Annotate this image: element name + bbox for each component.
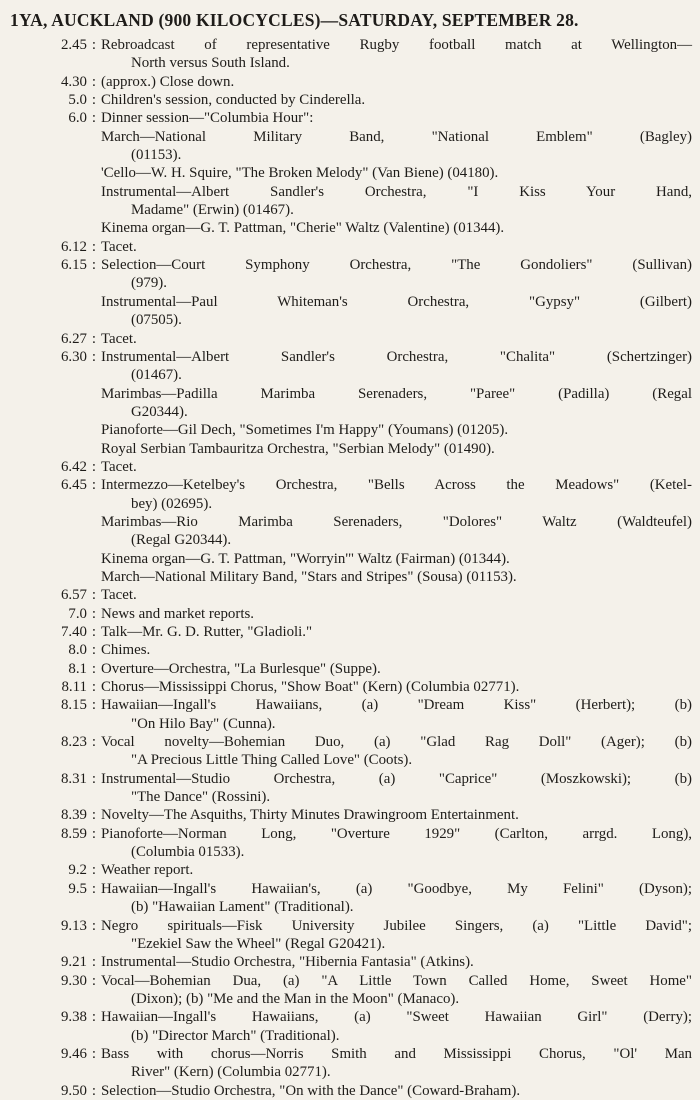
entry-line: (approx.) Close down.: [101, 73, 235, 90]
entry-line: Chorus—Mississippi Chorus, "Show Boat" (Kern) (Columbia 02771).: [101, 679, 520, 696]
entry-line: (b) "Director March" (Traditional).: [131, 1027, 340, 1044]
entry-colon: :: [91, 330, 97, 347]
entry-text: [101, 678, 692, 696]
entry-line: Bass with chorus—Norris Smith and Mississippi Chorus, "Ol' Man: [101, 1045, 692, 1062]
entry-colon: :: [91, 972, 97, 989]
entry-text: [101, 476, 692, 513]
entry-colon: :: [91, 954, 97, 971]
entry-colon: :: [91, 660, 97, 677]
programme-listing: [10, 36, 692, 1100]
entry-line: (01153).: [131, 147, 182, 164]
entry-time: 9.50: [60, 1082, 87, 1099]
entry-line: (01467).: [131, 367, 182, 384]
entry-line: (Regal G20344).: [131, 532, 232, 549]
entry-text: [101, 238, 692, 256]
entry-line: Tacet.: [101, 330, 137, 347]
entry-line: Hawaiian—Ingall's Hawaiian's, (a) "Goodbye, My Felini" (Dyson);: [101, 880, 692, 897]
entry-line: Pianoforte—Gil Dech, "Sometimes I'm Happy" (Youmans) (01205).: [101, 422, 509, 439]
entry-colon: :: [91, 770, 97, 787]
programme-entry: [10, 678, 692, 696]
entry-colon: :: [91, 697, 97, 714]
entry-line: Instrumental—Studio Orchestra, "Hibernia Fantasia" (Atkins).: [101, 954, 474, 971]
entry-time: 6.45: [60, 477, 87, 494]
entry-text: [101, 91, 692, 109]
entry-line: March—National Military Band, "National Emblem" (Bagley): [101, 128, 692, 145]
programme-entry: [10, 917, 692, 954]
entry-line: Negro spirituals—Fisk University Jubilee Singers, (a) "Little David";: [101, 917, 692, 934]
programme-entry: [10, 861, 692, 879]
entry-time: 6.57: [60, 587, 87, 604]
entry-time: 6.0: [68, 110, 87, 127]
entry-line: Rebroadcast of representative Rugby football match at Wellington—: [101, 37, 692, 53]
entry-time: 5.0: [68, 92, 87, 109]
entry-text: [101, 1045, 692, 1082]
programme-entry: [10, 733, 692, 770]
programme-entry: [10, 458, 692, 476]
entry-time: 6.12: [60, 238, 87, 255]
entry-time: 6.30: [60, 348, 87, 365]
entry-text: [101, 109, 692, 127]
entry-time: 9.46: [60, 1045, 87, 1062]
programme-sub-item: [10, 293, 692, 330]
entry-colon: :: [91, 605, 97, 622]
entry-line: Vocal—Bohemian Dua, (a) "A Little Town Called Home, Sweet Home": [101, 972, 692, 989]
entry-text: [101, 550, 692, 568]
programme-entry: [10, 109, 692, 127]
entry-line: March—National Military Band, "Stars and Stripes" (Sousa) (01153).: [101, 568, 517, 585]
entry-text: [101, 825, 692, 862]
programme-entry: [10, 605, 692, 623]
entry-time: 2.45: [60, 37, 87, 53]
programme-entry: [10, 586, 692, 604]
entry-time: 8.23: [60, 734, 87, 751]
entry-line: Marimbas—Padilla Marimba Serenaders, "Paree" (Padilla) (Regal: [101, 385, 692, 402]
entry-text: [101, 880, 692, 917]
entry-time: 7.40: [60, 624, 87, 640]
entry-text: [101, 972, 692, 1009]
entry-line: G20344).: [131, 403, 188, 420]
programme-sub-item: [10, 128, 692, 165]
entry-line: Marimbas—Rio Marimba Serenaders, "Dolores" Waltz (Waldteufel): [101, 513, 692, 530]
entry-text: [101, 385, 692, 422]
entry-text: [101, 128, 692, 165]
entry-line: (b) "Hawaiian Lament" (Traditional).: [131, 899, 354, 916]
entry-text: [101, 1082, 692, 1100]
entry-text: [101, 458, 692, 476]
entry-time: 9.38: [60, 1009, 87, 1026]
entry-colon: :: [91, 807, 97, 824]
entry-time: 8.39: [60, 807, 87, 824]
entry-text: [101, 623, 692, 641]
programme-entry: [10, 623, 692, 641]
programme-entry: [10, 641, 692, 659]
programme-sub-item: [10, 440, 692, 458]
entry-colon: :: [91, 110, 97, 127]
entry-line: (07505).: [131, 312, 182, 329]
entry-line: (Dixon); (b) "Me and the Man in the Moon" (Manaco).: [131, 990, 460, 1007]
entry-line: "On Hilo Bay" (Cunna).: [131, 715, 276, 732]
programme-entry: [10, 806, 692, 824]
entry-text: [101, 605, 692, 623]
programme-entry: [10, 91, 692, 109]
entry-colon: :: [91, 73, 97, 90]
programme-sub-item: [10, 550, 692, 568]
programme-sub-item: [10, 568, 692, 586]
entry-line: Tacet.: [101, 587, 137, 604]
programme-sub-item: [10, 513, 692, 550]
programme-entry: [10, 880, 692, 917]
entry-line: Vocal novelty—Bohemian Duo, (a) "Glad Rag Doll" (Ager); (b): [101, 734, 692, 751]
entry-line: Talk—Mr. G. D. Rutter, "Gladioli.": [101, 624, 313, 640]
entry-line: Instrumental—Studio Orchestra, (a) "Caprice" (Moszkowski); (b): [101, 770, 692, 787]
programme-sub-item: [10, 164, 692, 182]
programme-entry: [10, 825, 692, 862]
entry-time: 8.11: [61, 679, 87, 696]
entry-time: 9.30: [60, 972, 87, 989]
entry-time: 4.30: [60, 73, 87, 90]
entry-line: "Ezekiel Saw the Wheel" (Regal G20421).: [131, 935, 386, 952]
entry-text: [101, 568, 692, 586]
entry-line: Children's session, conducted by Cinderella.: [101, 92, 366, 109]
entry-line: Intermezzo—Ketelbey's Orchestra, "Bells Across the Meadows" (Ketel-: [101, 477, 692, 494]
entry-text: [101, 330, 692, 348]
entry-text: [101, 256, 692, 293]
entry-line: 'Cello—W. H. Squire, "The Broken Melody" (Van Biene) (04180).: [101, 165, 499, 182]
programme-sub-item: [10, 385, 692, 422]
entry-line: (Columbia 01533).: [131, 844, 245, 861]
entry-time: 6.27: [60, 330, 87, 347]
entry-text: [101, 953, 692, 971]
entry-text: [101, 219, 692, 237]
entry-line: Weather report.: [101, 862, 194, 879]
entry-time: 9.2: [68, 862, 87, 879]
entry-colon: :: [91, 679, 97, 696]
entry-line: Tacet.: [101, 458, 137, 475]
entry-line: (979).: [131, 275, 167, 292]
entry-line: River" (Kern) (Columbia 02771).: [131, 1064, 331, 1081]
entry-text: [101, 183, 692, 220]
programme-entry: [10, 238, 692, 256]
entry-text: [101, 917, 692, 954]
entry-line: Kinema organ—G. T. Pattman, "Worryin'" Waltz (Fairman) (01344).: [101, 550, 510, 567]
entry-time: 9.21: [60, 954, 87, 971]
entry-colon: :: [91, 917, 97, 934]
entry-text: [101, 696, 692, 733]
entry-time: 8.0: [68, 642, 87, 659]
entry-text: [101, 660, 692, 678]
entry-line: Madame" (Erwin) (01467).: [131, 202, 294, 219]
entry-line: "The Dance" (Rossini).: [131, 789, 271, 806]
programme-entry: [10, 73, 692, 91]
entry-line: News and market reports.: [101, 605, 254, 622]
programme-entry: [10, 348, 692, 385]
entry-colon: :: [91, 238, 97, 255]
entry-line: Chimes.: [101, 642, 151, 659]
programme-entry: [10, 1082, 692, 1100]
programme-entry: [10, 256, 692, 293]
entry-line: Pianoforte—Norman Long, "Overture 1929" (Carlton, arrgd. Long),: [101, 825, 692, 842]
entry-text: [101, 1008, 692, 1045]
entry-text: [101, 513, 692, 550]
entry-colon: :: [91, 1082, 97, 1099]
programme-entry: [10, 953, 692, 971]
entry-colon: :: [91, 642, 97, 659]
programme-entry: [10, 972, 692, 1009]
entry-text: [101, 861, 692, 879]
entry-line: Tacet.: [101, 238, 137, 255]
entry-line: Kinema organ—G. T. Pattman, "Cherie" Waltz (Valentine) (01344).: [101, 220, 505, 237]
programme-entry: [10, 660, 692, 678]
entry-line: Hawaiian—Ingall's Hawaiians, (a) "Sweet Hawaiian Girl" (Derry);: [101, 1009, 692, 1026]
entry-line: Instrumental—Paul Whiteman's Orchestra, "Gypsy" (Gilbert): [101, 293, 692, 310]
entry-line: Overture—Orchestra, "La Burlesque" (Suppe).: [101, 660, 381, 677]
programme-entry: [10, 330, 692, 348]
entry-line: Hawaiian—Ingall's Hawaiians, (a) "Dream Kiss" (Herbert); (b): [101, 697, 692, 714]
entry-time: 7.0: [68, 605, 87, 622]
programme-entry: [10, 770, 692, 807]
entry-line: North versus South Island.: [131, 55, 290, 72]
entry-text: [101, 806, 692, 824]
entry-time: 8.59: [60, 825, 87, 842]
entry-text: [101, 293, 692, 330]
entry-text: [101, 73, 692, 91]
entry-line: Novelty—The Asquiths, Thirty Minutes Drawingroom Entertainment.: [101, 807, 519, 824]
entry-text: [101, 421, 692, 439]
programme-sub-item: [10, 183, 692, 220]
entry-colon: :: [91, 458, 97, 475]
entry-text: [101, 440, 692, 458]
entry-time: 9.5: [68, 880, 87, 897]
programme-sub-item: [10, 219, 692, 237]
entry-colon: :: [91, 862, 97, 879]
entry-colon: :: [91, 348, 97, 365]
entry-colon: :: [91, 37, 97, 53]
entry-text: [101, 770, 692, 807]
entry-line: Dinner session—"Columbia Hour":: [101, 110, 314, 127]
entry-colon: :: [91, 734, 97, 751]
entry-colon: :: [91, 257, 97, 274]
entry-colon: :: [91, 1009, 97, 1026]
entry-text: [101, 586, 692, 604]
programme-entry: [10, 476, 692, 513]
programme-entry: [10, 696, 692, 733]
entry-time: 6.42: [60, 458, 87, 475]
entry-time: 8.31: [60, 770, 87, 787]
entry-time: 6.15: [60, 257, 87, 274]
entry-colon: :: [91, 587, 97, 604]
programme-sub-item: [10, 421, 692, 439]
entry-text: [101, 164, 692, 182]
entry-line: Royal Serbian Tambauritza Orchestra, "Serbian Melody" (01490).: [101, 440, 495, 457]
page-heading: 1YA, AUCKLAND (900 KILOCYCLES)—SATURDAY, SEPTEMBER 28.: [10, 10, 579, 30]
programme-entry: [10, 1045, 692, 1082]
entry-time: 8.15: [60, 697, 87, 714]
entry-line: Instrumental—Albert Sandler's Orchestra, "Chalita" (Schertzinger): [101, 348, 692, 365]
entry-colon: :: [91, 92, 97, 109]
programme-entry: [10, 1008, 692, 1045]
entry-time: 8.1: [68, 660, 87, 677]
entry-line: Selection—Studio Orchestra, "On with the Dance" (Coward-Braham).: [101, 1082, 521, 1099]
entry-colon: :: [91, 880, 97, 897]
entry-colon: :: [91, 624, 97, 640]
entry-text: [101, 348, 692, 385]
entry-line: "A Precious Little Thing Called Love" (Coots).: [131, 752, 413, 769]
entry-colon: :: [91, 1045, 97, 1062]
programme-entry: [10, 36, 692, 73]
entry-line: bey) (02695).: [131, 495, 213, 512]
entry-text: [101, 36, 692, 73]
entry-text: [101, 733, 692, 770]
entry-time: 9.13: [60, 917, 87, 934]
entry-text: [101, 641, 692, 659]
entry-colon: :: [91, 825, 97, 842]
entry-line: Selection—Court Symphony Orchestra, "The Gondoliers" (Sullivan): [101, 257, 692, 274]
entry-colon: :: [91, 477, 97, 494]
entry-line: Instrumental—Albert Sandler's Orchestra, "I Kiss Your Hand,: [101, 183, 692, 200]
